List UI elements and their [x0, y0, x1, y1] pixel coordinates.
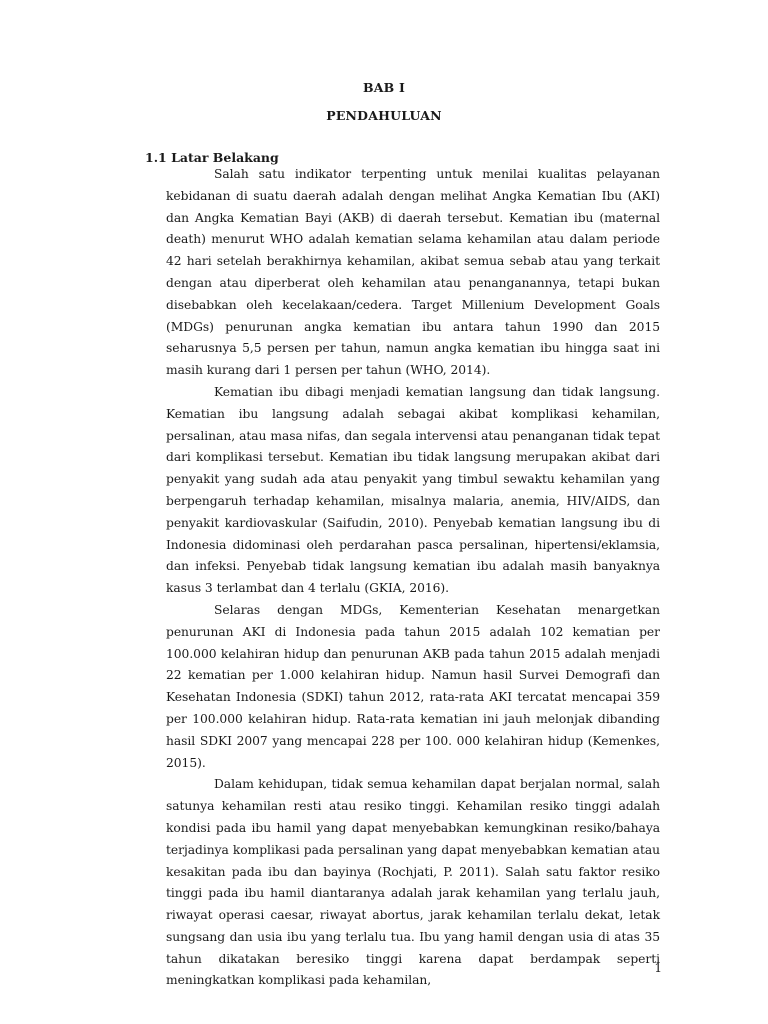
page-number: 1: [654, 961, 662, 975]
chapter-number: BAB I: [362, 80, 406, 95]
body-text: [166, 164, 660, 992]
paragraph: Salah satu indikator terpenting untuk menilai kualitas pelayanan kebidanan di suatu daerah adalah dengan melihat Angka Kematian Ibu (AKI) dan Angka Kematian Bayi (AKB) di daerah tersebut. Kematian ibu (maternal death) menurut WHO adalah kematian selama kehamilan atau dalam periode 42 hari setelah berakhirnya kehamilan, akibat semua sebab atau yang terkait dengan atau diperberat oleh kehamilan atau penanganannya, tetapi bukan disebabkan oleh kecelakaan/cedera. Target Millenium Development Goals (MDGs) penurunan angka kematian ibu antara tahun 1990 dan 2015 seharusnya 5,5 persen per tahun, namun angka kematian ibu hingga saat ini masih kurang dari 1 persen per tahun (WHO, 2014).: [166, 167, 660, 378]
paragraph: Selaras dengan MDGs, Kementerian Kesehatan menargetkan penurunan AKI di Indonesia pada tahun 2015 adalah 102 kematian per 100.000 kelahiran hidup dan penurunan AKB pada tahun 2015 adalah menjadi 22 kematian per 1.000 kelahiran hidup. Namun hasil Survei Demografi dan Kesehatan Indonesia (SDKI) tahun 2012, rata-rata AKI tercatat mencapai 359 per 100.000 kelahiran hidup. Rata-rata kematian ini jauh melonjak dibanding hasil SDKI 2007 yang mencapai 228 per 100. 000 kelahiran hidup (Kemenkes, 2015).: [166, 602, 660, 770]
paragraph: Dalam kehidupan, tidak semua kehamilan dapat berjalan normal, salah satunya kehamilan resti atau resiko tinggi. Kehamilan resiko tinggi adalah kondisi pada ibu hamil yang dapat menyebabkan kemungkinan resiko/bahaya terjadinya komplikasi pada persalinan yang dapat menyebabkan kematian atau kesakitan pada ibu dan bayinya (Rochjati, P. 2011). Salah satu faktor resiko tinggi pada ibu hamil diantaranya adalah jarak kehamilan yang terlalu jauh, riwayat operasi caesar, riwayat abortus, jarak kehamilan terlalu dekat, letak sungsang dan usia ibu yang terlalu tua. Ibu yang hamil dengan usia di atas 35 tahun dikatakan beresiko tinggi karena dapat berdampak seperti meningkatkan komplikasi pada kehamilan,: [166, 777, 660, 988]
section-heading: 1.1 Latar Belakang: [145, 150, 279, 165]
paragraph: Kematian ibu dibagi menjadi kematian langsung dan tidak langsung. Kematian ibu langsung adalah sebagai akibat komplikasi kehamilan, persalinan, atau masa nifas, dan segala intervensi atau penanganan tidak tepat dari komplikasi tersebut. Kematian ibu tidak langsung merupakan akibat dari penyakit yang sudah ada atau penyakit yang timbul sewaktu kehamilan yang berpengaruh terhadap kehamilan, misalnya malaria, anemia, HIV/AIDS, dan penyakit kardiovaskular (Saifudin, 2010). Penyebab kematian langsung ibu di Indonesia didominasi oleh perdarahan pasca persalinan, hipertensi/eklamsia, dan infeksi. Penyebab tidak langsung kematian ibu adalah masih banyaknya kasus 3 terlambat dan 4 terlalu (GKIA, 2016).: [166, 384, 660, 596]
chapter-title: PENDAHULUAN: [326, 108, 442, 123]
